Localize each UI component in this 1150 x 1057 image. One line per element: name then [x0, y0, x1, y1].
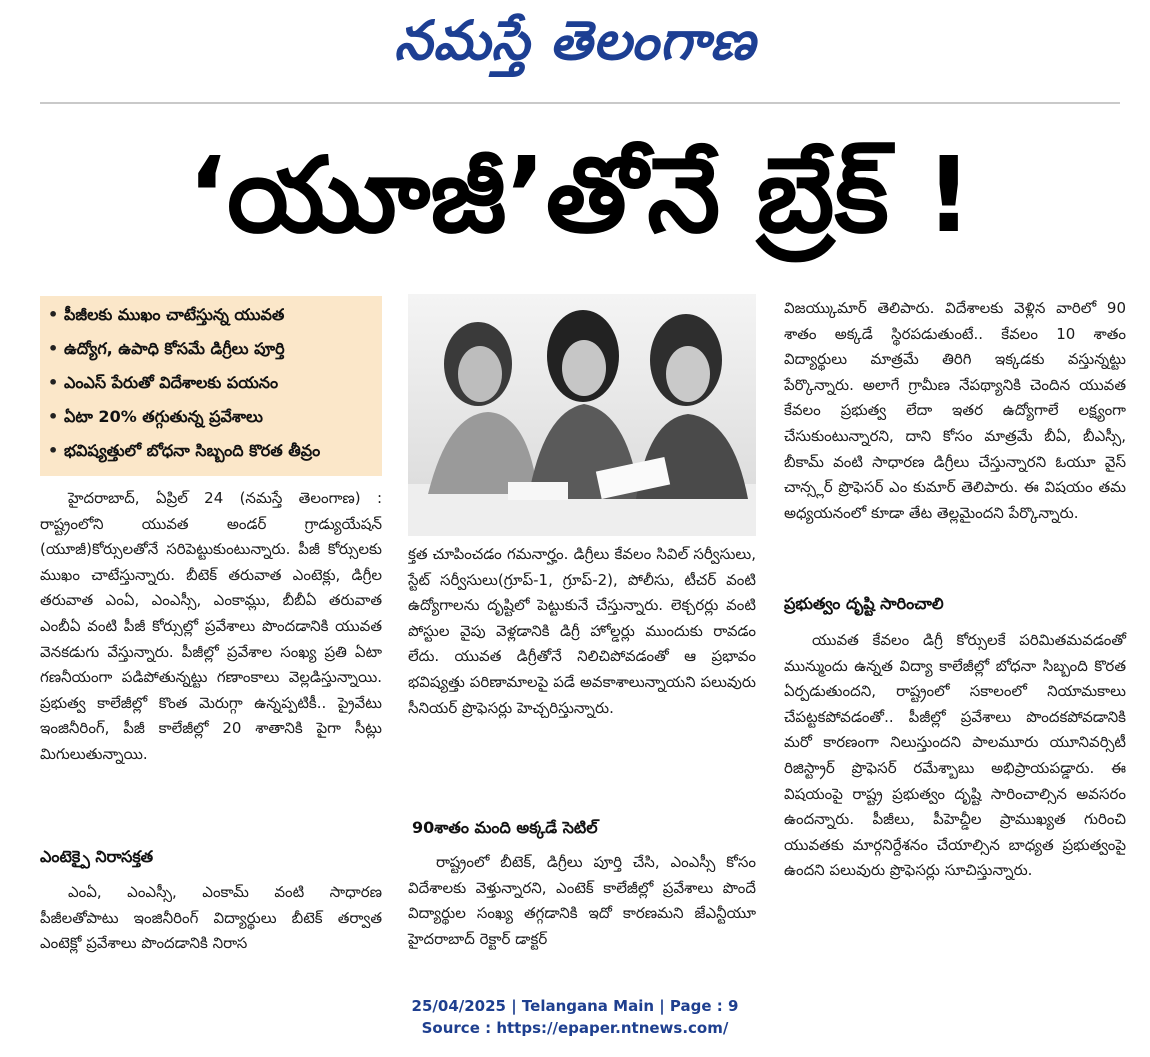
paragraph: యువత కేవలం డిగ్రీ కోర్సులకే పరిమితమవడంతో మున్ముందు ఉన్నత విద్యా కాలేజీల్లో బోధనా సిబ్బంది కొరత ఏర్పడుతుందని, రాష్ట్రంలో సకాలంలో నియామకాలు చేపట్టకపోవడంతో.. పీజీల్లో ప్రవేశాలు పొందకపోవడానికి మరో కారణంగా నిలుస్తుందని పాలమూరు యూనివర్సిటీ రిజిస్ట్రార్ ప్రొఫెసర్ రమేశ్బాబు అభిప్రాయపడ్డారు. ఈ విషయంపై రాష్ట్ర ప్రభుత్వం దృష్టి సారించాల్సిన అవసరం ఉందన్నారు. పీజీలు, పీహెచ్డీల ప్రాముఖ్యత గురించి యువతకు మార్గనిర్దేశనం చేయాల్సిన బాధ్యత ప్రభుత్వంపై ఉందని పలువురు ప్రొఫెసర్లు సూచిస్తున్నారు. — [784, 631, 1126, 880]
paragraph: హైదరాబాద్, ఏప్రిల్ 24 (నమస్తే తెలంగాణ) : రాష్ట్రంలోని యువత అండర్ గ్రాడ్యుయేషన్ (యూజీ)కోర్సులతోనే సరిపెట్టుకుంటున్నారు. పీజీ కోర్సులకు ముఖం చాటేస్తున్నారు. బీటెక్ తరువాత ఎంటెక్లు, డిగ్రీల తరువాత ఎంఏ, ఎంఎస్సీ, ఎంకామ్లు, బీబీఏ తరువాత ఎంబీఏ వంటి పీజీ కోర్సుల్లో ప్రవేశాలు పొందడానికి యువత వెనకడుగు వేస్తున్నారు. పీజీల్లో ప్రవేశాల సంఖ్య ప్రతి ఏటా గణనీయంగా పడిపోతున్నట్టు గణాంకాలు వెల్లడిస్తున్నాయి. ప్రభుత్వ కాలేజీల్లో కొంత మెరుగ్గా ఉన్నప్పటికీ.. ప్రైవేటు ఇంజినీరింగ్, పీజీ కాలేజీల్లో 20 శాతానికి పైగా సీట్లు మిగులుతున్నాయి. — [40, 489, 382, 763]
paragraph: ఎంఏ, ఎంఎస్సీ, ఎంకామ్ వంటి సాధారణ పీజీలతోపాటు ఇంజినీరింగ్ విద్యార్థులు బీటెక్ తర్వాత ఎంటెక్లో ప్రవేశాలు పొందడానికి నిరాస — [40, 883, 382, 953]
highlight-text: ఉద్యోగ, ఉపాధి కోసమే డిగ్రీలు పూర్తి — [64, 339, 285, 358]
newspaper-masthead: నమస్తే తెలంగాణ — [394, 9, 756, 72]
column-3-para2 — [784, 628, 1126, 884]
bullet-icon: • — [48, 373, 59, 392]
column-1-para2 — [40, 880, 382, 957]
highlight-text: భవిష్యత్తులో బోధనా సిబ్బంది కొరత తీవ్రం — [64, 441, 321, 460]
highlight-text: ఏటా 20% తగ్గుతున్న ప్రవేశాలు — [64, 407, 263, 426]
highlight-text: ఎంఎస్ పేరుతో విదేశాలకు పయనం — [64, 373, 279, 392]
masthead-divider — [40, 102, 1120, 104]
column-1-para1 — [40, 486, 382, 768]
highlight-text: పీజీలకు ముఖం చాటేస్తున్న యువత — [64, 305, 285, 324]
highlight-item — [40, 300, 382, 330]
column-2-subhead: 90శాతం మంది అక్కడే సెటిల్ — [412, 818, 598, 837]
column-3-para1 — [784, 296, 1126, 526]
highlight-item — [40, 402, 382, 432]
bullet-icon: • — [48, 339, 59, 358]
bullet-icon: • — [48, 407, 59, 426]
highlight-item — [40, 368, 382, 398]
paragraph: విజయ్కుమార్ తెలిపారు. విదేశాలకు వెళ్లిన వారిలో 90 శాతం అక్కడే స్థిరపడుతుంటే.. కేవలం 10 శాతం విద్యార్థులు మాత్రమే తిరిగి ఇక్కడకు వస్తున్నట్టు పేర్కొన్నారు. అలాగే గ్రామీణ నేపథ్యానికి చెందిన యువత కేవలం ప్రభుత్వ లేదా ఇతర ఉద్యోగాలే లక్ష్యంగా చేసుకుంటున్నారని, దాని కోసం మాత్రమే బీఏ, బీఎస్సీ, బీకామ్ వంటి సాధారణ డిగ్రీలు చేస్తున్నారని ఓయూ వైస్ చాన్స్లర్ ప్రొఫెసర్ ఎం కుమార్ తెలిపారు. ఈ విషయం తమ అధ్యయనంలో కూడా తేట తెల్లమైందని పేర్కొన్నారు. — [784, 299, 1126, 522]
article-headline: ‘యూజీ’తోనే బ్రేక్ ! — [187, 134, 973, 256]
column-2-para1 — [408, 542, 756, 721]
column-1-subhead: ఎంటెక్పై నిరాసక్తత — [40, 847, 154, 866]
highlight-item — [40, 436, 382, 466]
column-3-subhead: ప్రభుత్వం దృష్టి సారించాలి — [784, 594, 944, 613]
highlight-item — [40, 334, 382, 364]
paragraph: రాష్ట్రంలో బీటెక్, డిగ్రీలు పూర్తి చేసి, ఎంఎస్సీ కోసం విదేశాలకు వెళ్తున్నారని, ఎంటెక్ కాలేజీల్లో ప్రవేశాలు పొందే విద్యార్థుల సంఖ్య తగ్గడానికి ఇదో కారణమని జేఎన్టీయూ హైదరాబాద్ రెక్టార్ డాక్టర్ — [408, 853, 756, 948]
bullet-icon: • — [48, 441, 59, 460]
paragraph: క్తత చూపించడం గమనార్హం. డిగ్రీలు కేవలం సివిల్ సర్వీసులు, స్టేట్ సర్వీసులు(గ్రూప్-1, గ్రూప్-2), పోలీసు, టీచర్ వంటి ఉద్యోగాలను దృష్టిలో పెట్టుకునే చేస్తున్నారు. లెక్చరర్లు వంటి పోస్టుల వైపు వెళ్లడానికి డిగ్రీ హోల్డర్లు ముందుకు రావడం లేదు. యువత డిగ్రీతోనే నిలిచిపోవడంతో ఆ ప్రభావం భవిష్యత్తు పరిణామాలపై పడే అవకాశాలున్నాయని పలువురు సీనియర్ ప్రొఫెసర్లు హెచ్చరిస్తున్నారు. — [408, 545, 756, 717]
column-2-para2 — [408, 850, 756, 952]
footer-date-page: 25/04/2025 | Telangana Main | Page : 9 — [411, 997, 739, 1015]
students-photo-illustration — [408, 294, 756, 536]
article-photo — [408, 294, 756, 536]
highlights-box — [40, 296, 382, 476]
bullet-icon: • — [48, 305, 59, 324]
footer-source-link[interactable]: Source : https://epaper.ntnews.com/ — [421, 1019, 729, 1037]
